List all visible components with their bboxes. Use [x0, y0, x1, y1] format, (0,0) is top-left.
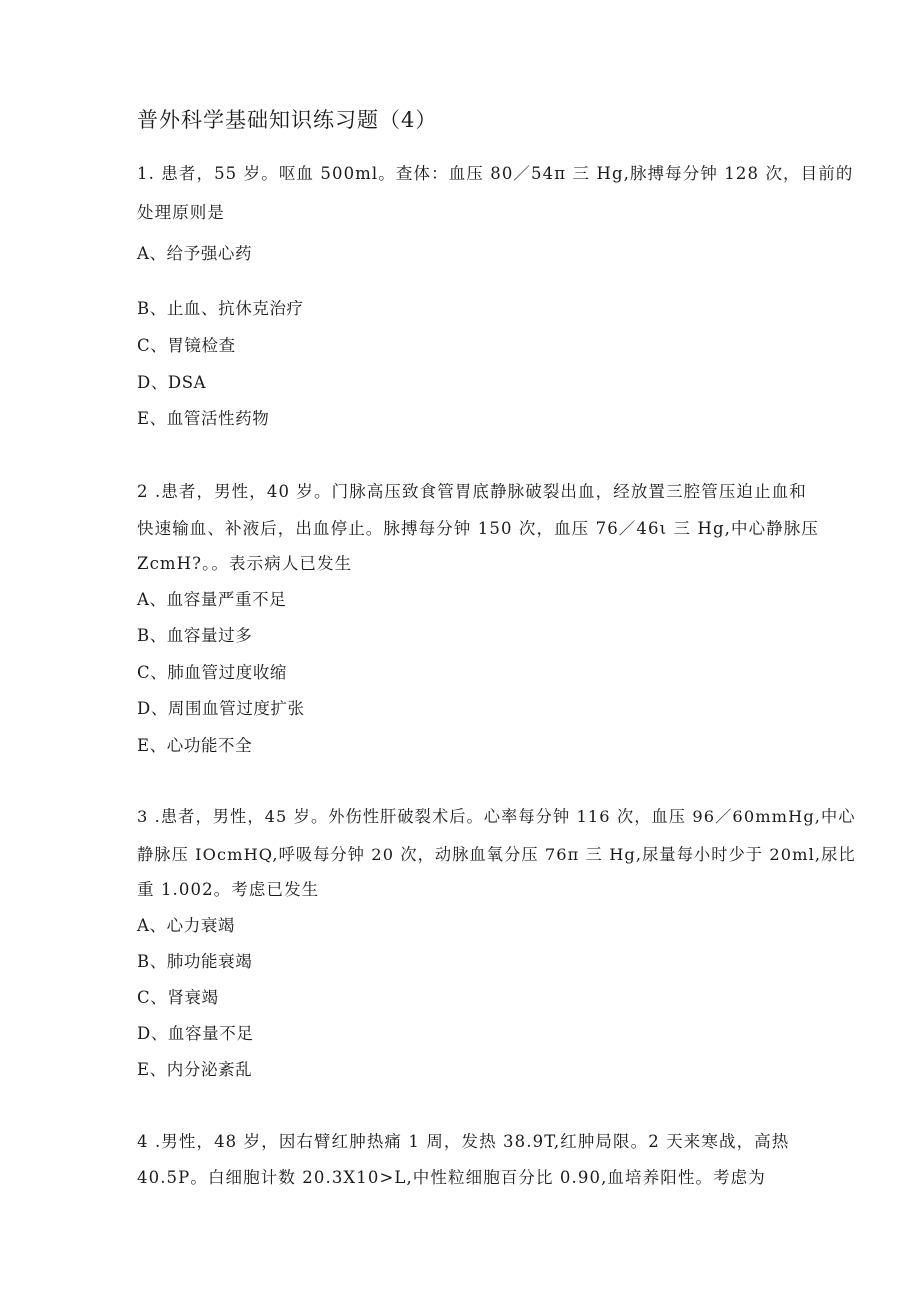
question-3-option-c: C、肾衰竭 [137, 988, 219, 1007]
question-1-option-a: A、给予强心药 [137, 244, 253, 263]
question-3-line-3: 重 1.002。考虑已发生 [137, 880, 320, 899]
question-2-option-c: C、肺血管过度收缩 [137, 663, 288, 682]
question-2-line-3: ZcmH?。。表示病人已发生 [137, 554, 353, 573]
document-title: 普外科学基础知识练习题（4） [137, 108, 438, 132]
question-1-line-1: 1. 患者，55 岁。呕血 500ml。查体：血压 80／54π 三 Hg,脉搏每分钟 128 次，目前的 [137, 164, 854, 183]
question-3-option-d: D、血容量不足 [137, 1024, 254, 1043]
question-3-line-2: 静脉压 IOcmHQ,呼吸每分钟 20 次，动脉血氧分压 76π 三 Hg,尿量每小时少于 20ml,尿比 [137, 845, 856, 864]
question-1-line-2: 处理原则是 [137, 203, 225, 222]
question-4-line-2: 40.5P。白细胞计数 20.3X10>L,中性粒细胞百分比 0.90,血培养阳性。考虑为 [137, 1168, 766, 1187]
question-2-line-1: 2 .患者，男性，40 岁。门脉高压致食管胃底静脉破裂出血，经放置三腔管压迫止血和 [137, 482, 807, 501]
question-2-option-a: A、血容量严重不足 [137, 590, 287, 609]
question-3-option-e: E、内分泌紊乱 [137, 1060, 253, 1079]
question-2-line-2: 快速输血、补液后，出血停止。脉搏每分钟 150 次，血压 76／46ι 三 Hg,中心静脉压 [137, 519, 819, 538]
question-2-option-e: E、心功能不全 [137, 736, 253, 755]
question-3-option-a: A、心力衰竭 [137, 916, 236, 935]
question-1-option-b: B、止血、抗休克治疗 [137, 299, 304, 318]
question-4-line-1: 4 .男性，48 岁，因右臂红肿热痛 1 周，发热 38.9T,红肿局限。2 天来寒战，高热 [137, 1132, 790, 1151]
question-3-option-b: B、肺功能衰竭 [137, 952, 253, 971]
question-1-option-d: D、DSA [137, 373, 207, 392]
question-2-option-b: B、血容量过多 [137, 626, 253, 645]
question-3-line-1: 3 .患者，男性，45 岁。外伤性肝破裂术后。心率每分钟 116 次，血压 96／60mmHg,中心 [137, 807, 856, 826]
question-2-option-d: D、周围血管过度扩张 [137, 699, 305, 718]
question-1-option-e: E、血管活性药物 [137, 409, 270, 428]
question-1-option-c: C、胃镜检查 [137, 336, 236, 355]
